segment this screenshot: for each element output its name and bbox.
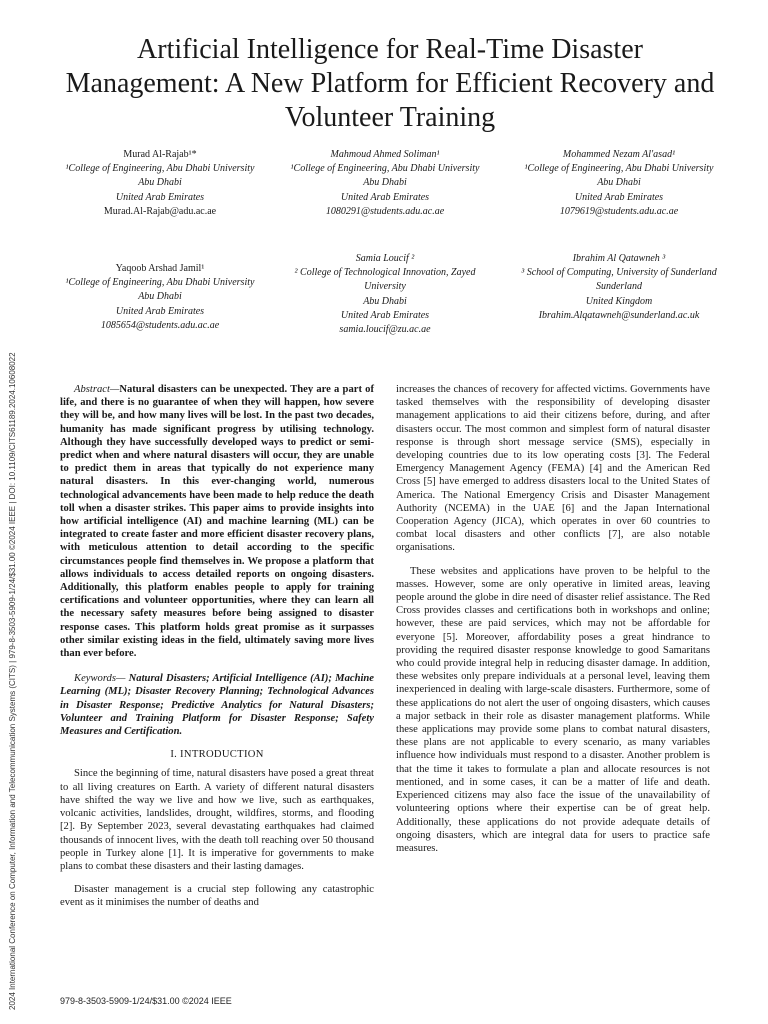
author-country: United Arab Emirates [340, 309, 430, 321]
conference-sidebar-text: 2024 International Conference on Computer, Information and Telecommunication Systems (CITS) | 979-8-3503-5909-1/24/$31.00 ©2024 IEEE | DOI: 10.1109/CITS61189.2024.10608022 [8, 352, 17, 1010]
author-email: Murad.Al-Rajab@adu.ac.ae [103, 205, 217, 217]
abstract-label: Abstract— [74, 384, 120, 395]
author-affiliation: ¹College of Engineering, Abu Dhabi University [290, 163, 480, 175]
author-block [519, 148, 719, 219]
keywords-text: Natural Disasters; Artificial Intelligence (AI); Machine Learning (ML); Disaster Recovery Planning; Technological Advances in Disaster Response; Predictive Analytics for Natural Disasters; Volunteer and Training Platform for Disaster Response; Safety Measures and Certification. [60, 673, 374, 738]
author-name: Yaqoob Arshad Jamil¹ [115, 263, 205, 274]
author-city: Abu Dhabi [597, 177, 641, 189]
author-name: Murad Al-Rajab¹* [123, 149, 197, 160]
body-paragraph-continued: increases the chances of recovery for affected victims. Governments have tasked themselves with the responsibility of developing disaster management applications to aid their citizens before, during, and after disasters occur. The most common and simplest form of natural disaster response is through short message service (SMS), especially in developing countries due to its low operating costs [3]. The Federal Emergency Management Agency (FEMA) [4] and the American Red Cross [5] have emerged to address disasters local to the United States of America. The National Emergency Crisis and Disaster Management Authority (NCEMA) in the UAE [6] and the Japan International Cooperation Agency (JICA), which operates in over 60 countries to combat local disasters and other conflicts [7], are also notable organisations. [396, 384, 710, 554]
author-email: Ibrahim.Alqatawneh@sunderland.ac.uk [538, 309, 700, 321]
author-city: Abu Dhabi [138, 177, 182, 189]
author-city: Abu Dhabi [363, 295, 407, 307]
author-block [519, 252, 719, 323]
author-block [60, 148, 260, 219]
author-country: United Arab Emirates [340, 191, 430, 203]
author-country: United Arab Emirates [115, 305, 205, 317]
author-block [285, 148, 485, 219]
section-heading-introduction: I. INTRODUCTION [170, 749, 264, 761]
paper-title: Artificial Intelligence for Real-Time Disaster Management: A New Platform for Efficient Recovery and Volunteer Training [65, 34, 715, 133]
author-name: Samia Loucif ² [355, 253, 415, 264]
author-city: Abu Dhabi [138, 291, 182, 303]
author-email: samia.loucif@zu.ac.ae [339, 324, 431, 336]
copyright-footer: 979-8-3503-5909-1/24/$31.00 ©2024 IEEE [60, 996, 232, 1006]
abstract-text: Natural disasters can be unexpected. They are a part of life, and there is no guarantee of when they will happen, how severe they will be, and how many lives will be lost. In the past two decades, humanity has made significant progress by utilising technology. Although they have successfully developed ways to predict or semi-predict when and where natural disasters will occur, they are unable to predict them in areas that typically do not experience many natural disasters. In this ever-changing world, numerous technological advancements have been made to help reduce the death toll when a disaster strikes. This paper aims to provide insights into how artificial intelligence (AI) and machine learning (ML) can be integrated to create faster and more efficient disaster recovery plans, with meticulous attention to detail according to the specific circumstances people find themselves in. We propose a platform that allows individuals to access detailed reports on ongoing disasters. Additionally, this platform enables people to apply for training certifications and volunteer opportunities, where they can learn all the necessary safety measures before being assigned to disaster response cases. This platform holds great promise as it surpasses other similar existing ideas in the field, ultimately saving more lives than ever before. [60, 384, 374, 660]
body-paragraph-2: These websites and applications have proven to be helpful to the masses. However, some are only operative in limited areas, leaving people around the globe in dire need of disaster relief assistance. The Red Cross provides classes and certifications both in workshops and online; however, these are paid services, which may not be affordable for everyone [5]. Moreover, affordability poses a great hindrance to providing the required disaster response knowledge to good Samaritans who could provide integral help in reducing disaster damage. In addition, these websites only prepare individuals at a personal level, leaving them inexperienced in dealing with large-scale disasters. Furthermore, some of these applications do not alert the user of ongoing disasters, which causes a major setback in their role as disaster management platforms. While these applications may provide some plans to combat natural disasters, these plans are not applicable to every scenario, as many variables influence how individuals must respond to a disaster. Another problem is that the time it takes to formulate a plan and allocate resources is not mentioned, and in some cases, it can be a matter of life and death. Experienced citizens may also face the issue of the unavailability of volunteering options where their expertise can be of great help. Additionally, these applications do not provide adequate details of ongoing disasters, which are integral data for users to practice safe measures. [396, 565, 710, 854]
author-affiliation: ³ School of Computing, University of Sunderland [521, 267, 717, 279]
author-affiliation: ¹College of Engineering, Abu Dhabi University [65, 277, 255, 289]
author-block [60, 262, 260, 333]
author-block [285, 252, 485, 337]
keywords [60, 672, 374, 738]
author-country: United Arab Emirates [574, 191, 664, 203]
author-affiliation: ² College of Technological Innovation, Zayed University [294, 267, 476, 293]
author-country: United Arab Emirates [115, 191, 205, 203]
abstract [60, 383, 374, 660]
author-email: 1085654@students.adu.ac.ae [100, 319, 220, 331]
author-affiliation: ¹College of Engineering, Abu Dhabi University [524, 163, 714, 175]
author-city: Sunderland [595, 281, 643, 293]
author-name: Ibrahim Al Qatawneh ³ [572, 253, 666, 264]
intro-paragraph-2: Disaster management is a crucial step following any catastrophic event as it minimises the number of deaths and [60, 884, 374, 909]
right-column [396, 383, 710, 855]
author-name: Mahmoud Ahmed Soliman¹ [330, 149, 440, 160]
author-email: 1079619@students.adu.ac.ae [559, 205, 679, 217]
intro-paragraph-1: Since the beginning of time, natural disasters have posed a great threat to all living creatures on Earth. A variety of different natural disasters have shifted the way we live and how we live, such as earthquakes, volcanic activities, landslides, drought, wildfires, storms, and flooding [2]. By September 2023, several devastating earthquakes had claimed thousands of innocent lives, with the death toll reaching over 50 thousand people in Turkey alone [1]. It is imperative for governments to make plans to combat these disasters and their lasting damages. [60, 768, 374, 872]
author-country: United Kingdom [585, 295, 653, 307]
author-email: 1080291@students.adu.ac.ae [325, 205, 445, 217]
keywords-label: Keywords— [74, 673, 129, 685]
author-name: Mohammed Nezam Al'asad¹ [562, 149, 676, 160]
author-affiliation: ¹College of Engineering, Abu Dhabi University [65, 163, 255, 175]
author-city: Abu Dhabi [363, 177, 407, 189]
left-column [60, 383, 374, 910]
